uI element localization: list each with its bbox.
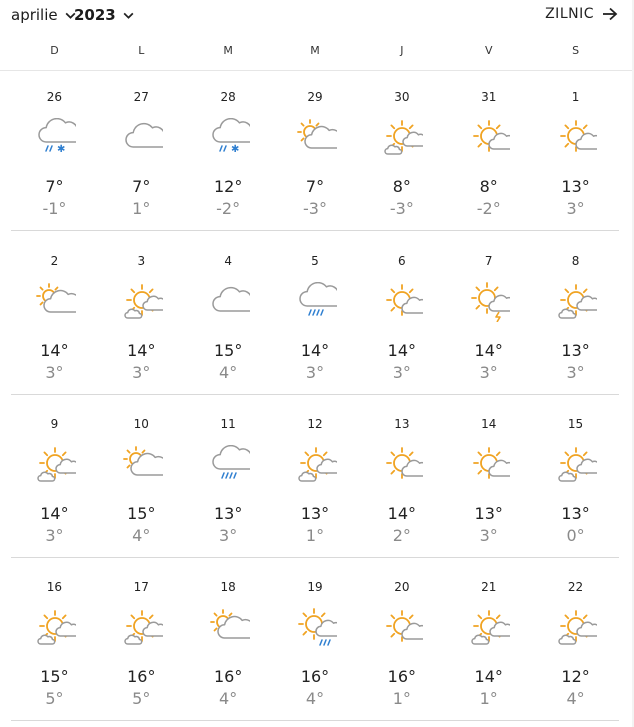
- low-temperature: 3°: [45, 363, 64, 382]
- arrow-right-icon: [602, 7, 618, 21]
- low-temperature: -2°: [476, 199, 501, 218]
- sun-clouds-icon: [557, 608, 597, 648]
- weekday-label: M: [310, 44, 320, 57]
- high-temperature: 14°: [300, 341, 330, 360]
- high-temperature: 7°: [305, 177, 325, 196]
- sun-clouds-icon: [297, 445, 337, 485]
- low-temperature: 3°: [132, 363, 151, 382]
- week-divider: [11, 230, 619, 231]
- high-temperature: 15°: [40, 667, 69, 686]
- low-temperature: 3°: [219, 526, 238, 545]
- high-temperature: 13°: [300, 504, 330, 523]
- year-label: 2023: [74, 6, 116, 24]
- day-cell[interactable]: [185, 71, 272, 231]
- partly-cloudy-icon: [210, 608, 250, 648]
- low-temperature: -3°: [389, 199, 414, 218]
- low-temperature: 1°: [305, 526, 325, 545]
- low-temperature: 2°: [392, 526, 411, 545]
- high-temperature: 8°: [392, 177, 411, 196]
- week-row: [11, 235, 619, 395]
- high-temperature: 12°: [561, 667, 590, 686]
- sun-cloud-small-icon: [383, 282, 423, 322]
- day-cell[interactable]: [358, 235, 445, 395]
- day-number: 4: [224, 254, 232, 268]
- low-temperature: 5°: [132, 689, 151, 708]
- day-number: 13: [394, 417, 410, 431]
- low-temperature: 3°: [566, 363, 585, 382]
- day-number: 21: [481, 580, 497, 594]
- partly-cloudy-icon: [123, 445, 163, 485]
- high-temperature: 14°: [474, 667, 503, 686]
- low-temperature: 3°: [45, 526, 64, 545]
- day-cell[interactable]: [532, 561, 619, 721]
- day-cell[interactable]: [445, 398, 532, 558]
- day-cell[interactable]: [445, 561, 532, 721]
- high-temperature: 14°: [127, 341, 156, 360]
- high-temperature: 13°: [213, 504, 243, 523]
- cloud-icon: [123, 118, 163, 158]
- day-number: 2: [50, 254, 59, 268]
- day-cell[interactable]: [532, 235, 619, 395]
- sun-clouds-icon: [123, 282, 163, 322]
- high-temperature: 16°: [387, 667, 417, 686]
- day-number: 5: [311, 254, 319, 268]
- daily-label: ZILNIC: [545, 6, 594, 22]
- high-temperature: 15°: [213, 341, 243, 360]
- low-temperature: 3°: [566, 199, 585, 218]
- sun-clouds-icon: [557, 445, 597, 485]
- day-number: 30: [394, 90, 410, 104]
- high-temperature: 13°: [561, 341, 590, 360]
- sun-cloud-storm-icon: [470, 282, 510, 322]
- low-temperature: 1°: [479, 689, 498, 708]
- day-cell[interactable]: [11, 71, 98, 231]
- sun-cloud-small-icon: [470, 118, 510, 158]
- low-temperature: -2°: [216, 199, 241, 218]
- week-row: [11, 71, 619, 231]
- sun-cloud-small-icon: [383, 445, 423, 485]
- day-cell[interactable]: [272, 71, 359, 231]
- low-temperature: 1°: [392, 689, 411, 708]
- weekday-label: D: [50, 44, 59, 57]
- sun-clouds-icon: [123, 608, 163, 648]
- week-row: [11, 398, 619, 558]
- cloud-rain-snow-icon: [36, 118, 76, 158]
- day-number: 7: [484, 254, 493, 268]
- day-cell[interactable]: [98, 398, 185, 558]
- low-temperature: 3°: [305, 363, 325, 382]
- daily-view-link[interactable]: [545, 6, 618, 22]
- month-selector[interactable]: [11, 6, 77, 24]
- high-temperature: 16°: [127, 667, 156, 686]
- low-temperature: 4°: [305, 689, 325, 708]
- day-cell[interactable]: [445, 71, 532, 231]
- high-temperature: 14°: [387, 341, 417, 360]
- day-number: 16: [46, 580, 63, 594]
- weekday-label: V: [484, 44, 493, 57]
- sun-clouds-icon: [383, 118, 423, 158]
- day-number: 29: [307, 90, 323, 104]
- cloud-icon: [210, 282, 250, 322]
- day-number: 22: [567, 580, 584, 594]
- high-temperature: 16°: [213, 667, 243, 686]
- sun-cloud-small-icon: [383, 608, 423, 648]
- high-temperature: 14°: [40, 341, 69, 360]
- day-number: 10: [133, 417, 149, 431]
- weekday-label: S: [572, 44, 580, 57]
- day-cell[interactable]: [11, 398, 98, 558]
- high-temperature: 13°: [561, 177, 590, 196]
- cloud-rain-icon: [210, 445, 250, 485]
- low-temperature: 3°: [479, 363, 498, 382]
- day-cell[interactable]: [185, 561, 272, 721]
- high-temperature: 16°: [300, 667, 330, 686]
- day-number: 26: [46, 90, 63, 104]
- sun-clouds-icon: [36, 608, 76, 648]
- chevron-down-icon: [122, 9, 135, 22]
- low-temperature: 4°: [219, 689, 238, 708]
- day-cell[interactable]: [358, 398, 445, 558]
- weekday-header-row: [11, 44, 619, 64]
- day-number: 27: [133, 90, 149, 104]
- day-cell[interactable]: [272, 235, 359, 395]
- high-temperature: 7°: [132, 177, 151, 196]
- day-number: 14: [481, 417, 497, 431]
- day-cell[interactable]: [98, 235, 185, 395]
- day-number: 17: [133, 580, 149, 594]
- day-number: 19: [307, 580, 323, 594]
- high-temperature: 12°: [213, 177, 243, 196]
- day-cell[interactable]: [532, 398, 619, 558]
- day-number: 1: [571, 90, 580, 104]
- svg-text:✱: ✱: [230, 144, 240, 155]
- day-cell[interactable]: [272, 561, 359, 721]
- sun-cloud-small-icon: [470, 445, 510, 485]
- cloud-rain-icon: [297, 282, 337, 322]
- day-cell[interactable]: [98, 561, 185, 721]
- low-temperature: 4°: [132, 526, 151, 545]
- high-temperature: 14°: [387, 504, 417, 523]
- sun-cloud-small-icon: [557, 118, 597, 158]
- week-row: [11, 561, 619, 721]
- calendar-header: [0, 0, 634, 32]
- day-number: 8: [571, 254, 580, 268]
- day-cell[interactable]: [98, 71, 185, 231]
- high-temperature: 14°: [474, 341, 503, 360]
- low-temperature: -1°: [42, 199, 67, 218]
- sun-clouds-icon: [470, 608, 510, 648]
- low-temperature: 5°: [45, 689, 64, 708]
- svg-text:✱: ✱: [57, 144, 66, 155]
- day-number: 6: [398, 254, 406, 268]
- partly-cloudy-icon: [297, 118, 337, 158]
- high-temperature: 14°: [40, 504, 69, 523]
- weekday-label: M: [223, 44, 233, 57]
- low-temperature: 1°: [132, 199, 151, 218]
- low-temperature: 3°: [479, 526, 498, 545]
- low-temperature: 4°: [219, 363, 238, 382]
- day-cell[interactable]: [11, 561, 98, 721]
- day-number: 3: [137, 254, 146, 268]
- low-temperature: 4°: [566, 689, 585, 708]
- day-number: 12: [307, 417, 323, 431]
- sun-clouds-icon: [36, 445, 76, 485]
- day-cell[interactable]: [358, 71, 445, 231]
- day-cell[interactable]: [358, 561, 445, 721]
- day-number: 9: [50, 417, 59, 431]
- high-temperature: 8°: [479, 177, 498, 196]
- day-cell[interactable]: [185, 398, 272, 558]
- high-temperature: 13°: [561, 504, 590, 523]
- high-temperature: 7°: [45, 177, 64, 196]
- day-number: 28: [220, 90, 236, 104]
- day-number: 20: [394, 580, 410, 594]
- day-cell[interactable]: [11, 235, 98, 395]
- sun-clouds-icon: [557, 282, 597, 322]
- sun-cloud-rain-icon: [297, 608, 337, 648]
- day-number: 11: [220, 417, 236, 431]
- week-divider: [11, 720, 619, 721]
- weekday-label: J: [400, 44, 404, 57]
- low-temperature: 0°: [566, 526, 585, 545]
- day-cell[interactable]: [532, 71, 619, 231]
- day-cell[interactable]: [445, 235, 532, 395]
- low-temperature: 3°: [392, 363, 411, 382]
- month-label: aprilie: [11, 6, 58, 24]
- day-number: 15: [567, 417, 584, 431]
- day-number: 18: [220, 580, 236, 594]
- high-temperature: 13°: [474, 504, 503, 523]
- high-temperature: 15°: [127, 504, 156, 523]
- week-divider: [11, 557, 619, 558]
- day-cell[interactable]: [185, 235, 272, 395]
- day-number: 31: [481, 90, 497, 104]
- low-temperature: -3°: [303, 199, 327, 218]
- partly-cloudy-icon: [36, 282, 76, 322]
- day-cell[interactable]: [272, 398, 359, 558]
- cloud-rain-snow-icon: [210, 118, 250, 158]
- week-divider: [11, 394, 619, 395]
- weekday-label: L: [138, 44, 145, 57]
- year-selector[interactable]: [74, 6, 135, 24]
